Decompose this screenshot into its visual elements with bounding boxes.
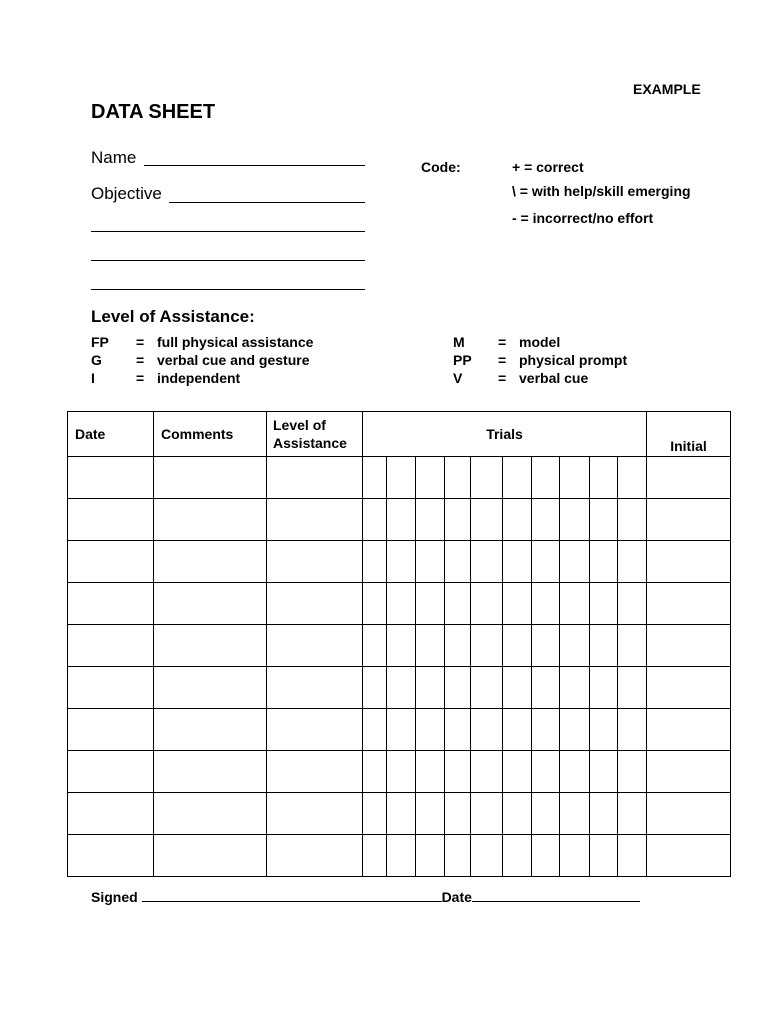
trial-cell[interactable] [363,499,387,541]
trial-cell[interactable] [445,499,471,541]
legend-abbr: FP [91,334,109,350]
trial-cell[interactable] [471,835,503,877]
trial-cell[interactable] [618,457,647,499]
code-emerging: \ = with help/skill emerging [512,183,691,199]
trial-cell[interactable] [387,835,416,877]
trial-cell[interactable] [590,499,618,541]
legend-desc: independent [157,370,241,386]
trial-cell[interactable] [363,625,387,667]
code-incorrect: - = incorrect/no effort [512,210,654,226]
trial-cell[interactable] [416,457,445,499]
table-row [68,793,731,835]
trial-cell[interactable] [618,709,647,751]
legend-desc: full physical assistance [157,334,314,350]
level-cell[interactable] [267,541,363,583]
objective-field[interactable] [169,202,365,203]
level-cell[interactable] [267,751,363,793]
initial-cell[interactable] [647,541,731,583]
trial-cell[interactable] [532,667,560,709]
trial-cell[interactable] [387,793,416,835]
trial-cell[interactable] [503,625,532,667]
trial-cell[interactable] [416,793,445,835]
trial-cell[interactable] [416,541,445,583]
trial-cell[interactable] [363,667,387,709]
page-title: DATA SHEET [91,101,216,123]
column-header-level [267,412,363,457]
table-row [68,835,731,877]
name-field[interactable] [144,165,365,166]
date-cell[interactable] [68,667,154,709]
level-cell[interactable] [267,457,363,499]
initial-cell[interactable] [647,583,731,625]
trial-cell[interactable] [560,751,590,793]
trial-cell[interactable] [471,751,503,793]
trial-cell[interactable] [363,751,387,793]
legend-equals: = [498,370,507,386]
trial-cell[interactable] [445,709,471,751]
comments-cell[interactable] [154,667,267,709]
trial-cell[interactable] [590,667,618,709]
example-label: EXAMPLE [633,81,701,97]
signature-line [91,887,640,905]
level-cell[interactable] [267,667,363,709]
trial-cell[interactable] [503,835,532,877]
trial-cell[interactable] [503,583,532,625]
trial-cell[interactable] [618,541,647,583]
trial-cell[interactable] [387,709,416,751]
objective-label: Objective [91,184,162,203]
trial-cell[interactable] [503,751,532,793]
legend-desc: verbal cue [519,370,589,386]
initial-cell[interactable] [647,835,731,877]
trial-cell[interactable] [503,709,532,751]
legend-equals: = [136,370,145,386]
trial-cell[interactable] [560,835,590,877]
level-cell[interactable] [267,793,363,835]
trial-cell[interactable] [590,625,618,667]
initial-cell[interactable] [647,709,731,751]
trial-cell[interactable] [618,667,647,709]
table-row [68,667,731,709]
trial-cell[interactable] [590,457,618,499]
trial-cell[interactable] [471,667,503,709]
table-row [68,709,731,751]
trial-cell[interactable] [618,625,647,667]
trial-cell[interactable] [363,583,387,625]
table-row [68,751,731,793]
code-label: Code: [421,159,461,175]
comments-cell[interactable] [154,835,267,877]
trial-cell[interactable] [618,751,647,793]
trial-cell[interactable] [445,667,471,709]
comments-cell[interactable] [154,457,267,499]
trial-cell[interactable] [560,541,590,583]
legend-abbr: PP [453,352,472,368]
objective-line-4[interactable] [91,289,365,290]
level-cell[interactable] [267,499,363,541]
trial-cell[interactable] [618,499,647,541]
initial-cell[interactable] [647,667,731,709]
trial-cell[interactable] [560,793,590,835]
date-cell[interactable] [68,541,154,583]
trial-cell[interactable] [445,583,471,625]
trial-cell[interactable] [590,709,618,751]
trial-cell[interactable] [363,457,387,499]
date-cell[interactable] [68,835,154,877]
table-row [68,541,731,583]
comments-cell[interactable] [154,751,267,793]
initial-cell[interactable] [647,457,731,499]
trial-cell[interactable] [416,499,445,541]
date-cell[interactable] [68,583,154,625]
trial-cell[interactable] [560,583,590,625]
comments-cell[interactable] [154,541,267,583]
date-cell[interactable] [68,457,154,499]
trial-cell[interactable] [503,457,532,499]
trial-cell[interactable] [471,457,503,499]
column-header-comments: Comments [154,412,267,457]
trial-cell[interactable] [532,835,560,877]
trial-cell[interactable] [363,709,387,751]
legend-abbr: M [453,334,465,350]
trial-cell[interactable] [532,751,560,793]
initial-cell[interactable] [647,751,731,793]
trial-cell[interactable] [416,751,445,793]
table-row [68,583,731,625]
date-cell[interactable] [68,709,154,751]
trial-cell[interactable] [387,625,416,667]
level-cell[interactable] [267,835,363,877]
trial-cell[interactable] [416,835,445,877]
column-header-initial: Initial [647,412,731,457]
legend-abbr: I [91,370,95,386]
trial-cell[interactable] [503,793,532,835]
trial-cell[interactable] [416,667,445,709]
trial-cell[interactable] [532,541,560,583]
trial-cell[interactable] [445,541,471,583]
trial-cell[interactable] [503,499,532,541]
trial-cell[interactable] [618,583,647,625]
date-cell[interactable] [68,499,154,541]
trial-cell[interactable] [387,751,416,793]
signature-field[interactable] [142,887,442,902]
column-header-trials: Trials [363,412,647,457]
trial-cell[interactable] [532,583,560,625]
trial-cell[interactable] [387,541,416,583]
legend-desc: verbal cue and gesture [157,352,310,368]
trial-cell[interactable] [387,667,416,709]
initial-cell[interactable] [647,499,731,541]
trial-cell[interactable] [387,583,416,625]
trial-cell[interactable] [387,499,416,541]
comments-cell[interactable] [154,625,267,667]
table-row [68,499,731,541]
trial-cell[interactable] [471,625,503,667]
legend-equals: = [136,334,145,350]
trial-cell[interactable] [363,541,387,583]
comments-cell[interactable] [154,793,267,835]
objective-line-2[interactable] [91,231,365,232]
trial-cell[interactable] [618,793,647,835]
date-field[interactable] [472,887,640,902]
trial-cell[interactable] [387,457,416,499]
table-header-row [68,412,731,457]
level-header-line1: Level of [273,417,326,433]
date-label: Date [441,889,472,905]
trial-cell[interactable] [560,709,590,751]
level-cell[interactable] [267,625,363,667]
trial-cell[interactable] [363,793,387,835]
trial-cell[interactable] [560,499,590,541]
trial-cell[interactable] [560,457,590,499]
trial-cell[interactable] [590,793,618,835]
trial-cell[interactable] [445,625,471,667]
trial-cell[interactable] [590,541,618,583]
trial-cell[interactable] [445,457,471,499]
name-label: Name [91,148,137,167]
trial-cell[interactable] [590,583,618,625]
trial-cell[interactable] [532,625,560,667]
trial-cell[interactable] [471,583,503,625]
trial-cell[interactable] [560,667,590,709]
date-cell[interactable] [68,793,154,835]
trial-cell[interactable] [471,793,503,835]
level-header-line2: Assistance [273,435,347,451]
legend-equals: = [498,352,507,368]
trial-cell[interactable] [590,751,618,793]
trial-cell[interactable] [618,835,647,877]
date-cell[interactable] [68,625,154,667]
comments-cell[interactable] [154,499,267,541]
signed-label: Signed [91,889,138,905]
level-cell[interactable] [267,583,363,625]
objective-line-3[interactable] [91,260,365,261]
trial-cell[interactable] [503,667,532,709]
level-cell[interactable] [267,709,363,751]
trial-cell[interactable] [445,793,471,835]
trial-cell[interactable] [532,709,560,751]
trial-cell[interactable] [363,835,387,877]
trial-cell[interactable] [532,457,560,499]
trial-cell[interactable] [471,709,503,751]
legend-abbr: G [91,352,102,368]
legend-equals: = [498,334,507,350]
trial-cell[interactable] [503,541,532,583]
trial-cell[interactable] [416,583,445,625]
trial-cell[interactable] [416,709,445,751]
trial-cell[interactable] [471,499,503,541]
legend-desc: model [519,334,561,350]
table-row [68,625,731,667]
legend-equals: = [136,352,145,368]
trial-cell[interactable] [590,835,618,877]
trial-cell[interactable] [445,751,471,793]
trial-cell[interactable] [560,625,590,667]
legend-abbr: V [453,370,463,386]
comments-cell[interactable] [154,583,267,625]
data-table [67,411,731,877]
legend-desc: physical prompt [519,352,628,368]
trial-cell[interactable] [532,793,560,835]
initial-cell[interactable] [647,625,731,667]
trial-cell[interactable] [416,625,445,667]
assistance-heading: Level of Assistance: [91,307,255,326]
trial-cell[interactable] [471,541,503,583]
trial-cell[interactable] [532,499,560,541]
trial-cell[interactable] [445,835,471,877]
column-header-date: Date [68,412,154,457]
code-correct: + = correct [512,159,584,175]
date-cell[interactable] [68,751,154,793]
initial-cell[interactable] [647,793,731,835]
table-row [68,457,731,499]
comments-cell[interactable] [154,709,267,751]
